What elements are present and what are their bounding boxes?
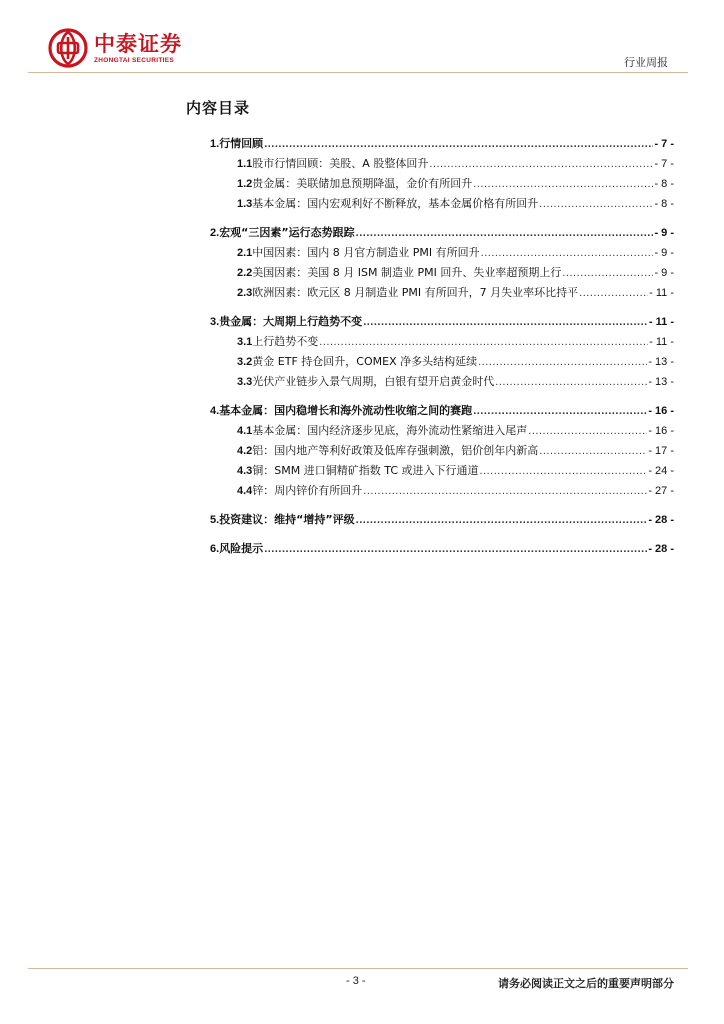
toc-entry-title: 风险提示 — [219, 542, 264, 555]
logo-english-name: ZHONGTAI SECURITIES — [94, 56, 174, 64]
toc-dot-leader — [528, 424, 647, 438]
toc-entry-number: 2.2 — [237, 267, 253, 279]
toc-title: 内容目录 — [186, 99, 251, 117]
toc-entry-number: 2. — [210, 227, 220, 239]
toc-entry-number: 3.2 — [237, 356, 253, 368]
toc-entry-title: 行情回顾 — [219, 137, 264, 150]
toc-subsection-entry[interactable] — [210, 418, 674, 438]
toc-entry-number: 4.4 — [237, 485, 253, 497]
toc-entry-page: - 24 - — [648, 465, 674, 477]
header-divider — [28, 72, 688, 73]
toc-dot-leader — [319, 335, 648, 349]
toc-section-entry[interactable] — [210, 220, 674, 240]
toc-dot-leader — [356, 513, 648, 527]
toc-entry-title: 贵金属：大周期上行趋势不变 — [219, 315, 363, 328]
toc-dot-leader — [473, 404, 647, 418]
toc-entry-number: 4.3 — [237, 465, 253, 477]
toc-entry-number: 1.1 — [237, 158, 253, 170]
toc-group-spacer — [210, 300, 674, 306]
toc-dot-leader — [579, 286, 648, 300]
toc-entry-number: 3.1 — [237, 336, 253, 348]
toc-entry-number: 3. — [210, 316, 220, 328]
toc-entry-page: - 16 - — [648, 405, 674, 417]
toc-entry-page: - 9 - — [654, 267, 674, 279]
toc-entry-title: 光伏产业链步入景气周期，白银有望开启黄金时代 — [252, 375, 495, 388]
company-logo — [48, 28, 182, 68]
toc-entry-title: 锌：周内锌价有所回升 — [252, 484, 363, 497]
toc-entry-number: 1. — [210, 138, 220, 150]
toc-section-entry[interactable] — [210, 309, 674, 329]
toc-group-spacer — [210, 211, 674, 217]
toc-section-entry[interactable] — [210, 536, 674, 556]
toc-dot-leader — [264, 137, 653, 151]
toc-entry-page: - 27 - — [648, 485, 674, 497]
toc-dot-leader — [481, 246, 654, 260]
toc-entry-page: - 16 - — [648, 425, 674, 437]
toc-dot-leader — [264, 542, 647, 556]
toc-entry-number: 6. — [210, 543, 220, 555]
toc-entry-page: - 17 - — [648, 445, 674, 457]
toc-subsection-entry[interactable] — [210, 458, 674, 478]
toc-subsection-entry[interactable] — [210, 438, 674, 458]
toc-entry-page: - 8 - — [654, 178, 674, 190]
toc-dot-leader — [473, 177, 653, 191]
toc-entry-page: - 8 - — [654, 198, 674, 210]
toc-dot-leader — [363, 484, 647, 498]
toc-entry-title: 欧洲因素：欧元区 8 月制造业 PMI 有所回升，7 月失业率环比持平 — [252, 286, 579, 299]
toc-group-spacer — [210, 389, 674, 395]
toc-subsection-entry[interactable] — [210, 171, 674, 191]
toc-entry-number: 4. — [210, 405, 220, 417]
toc-entry-page: - 11 - — [649, 336, 674, 348]
toc-dot-leader — [478, 355, 647, 369]
toc-section-entry[interactable] — [210, 131, 674, 151]
toc-entry-page: - 28 - — [648, 514, 674, 526]
toc-entry-title: 铝：国内地产等利好政策及低库存强刺激，铝价创年内新高 — [252, 444, 539, 457]
toc-subsection-entry[interactable] — [210, 240, 674, 260]
toc-entry-title: 基本金属：国内稳增长和海外流动性收缩之间的赛跑 — [219, 404, 473, 417]
toc-subsection-entry[interactable] — [210, 191, 674, 211]
toc-entry-number: 4.1 — [237, 425, 253, 437]
toc-dot-leader — [495, 375, 647, 389]
toc-entry-page: - 11 - — [649, 287, 674, 299]
toc-dot-leader — [562, 266, 653, 280]
toc-entry-page: - 9 - — [654, 247, 674, 259]
toc-entry-number: 2.1 — [237, 247, 253, 259]
toc-section-entry[interactable] — [210, 507, 674, 527]
toc-entry-title: 中国因素：国内 8 月官方制造业 PMI 有所回升 — [252, 246, 480, 259]
toc-subsection-entry[interactable] — [210, 478, 674, 498]
toc-entry-page: - 7 - — [654, 158, 674, 170]
report-type-label: 行业周报 — [624, 56, 668, 69]
toc-subsection-entry[interactable] — [210, 329, 674, 349]
toc-section-entry[interactable] — [210, 398, 674, 418]
toc-group-spacer — [210, 527, 674, 533]
disclaimer-note: 请务必阅读正文之后的重要声明部分 — [498, 977, 674, 990]
toc-entry-number: 2.3 — [237, 287, 253, 299]
toc-entry-title: 基本金属：国内经济逐步见底，海外流动性紧缩进入尾声 — [252, 424, 528, 437]
toc-entry-title: 铜：SMM 进口铜精矿指数 TC 或进入下行通道 — [252, 464, 479, 477]
toc-dot-leader — [363, 315, 648, 329]
toc-entry-title: 贵金属：美联储加息预期降温，金价有所回升 — [252, 177, 473, 190]
toc-subsection-entry[interactable] — [210, 369, 674, 389]
toc-dot-leader — [480, 464, 648, 478]
toc-subsection-entry[interactable] — [210, 349, 674, 369]
toc-dot-leader — [356, 226, 654, 240]
toc-dot-leader — [539, 197, 653, 211]
toc-group-spacer — [210, 498, 674, 504]
toc-entry-page: - 13 - — [648, 356, 674, 368]
zhongtai-logo-icon — [48, 28, 88, 68]
toc-dot-leader — [539, 444, 647, 458]
toc-entry-title: 基本金属：国内宏观利好不断释放，基本金属价格有所回升 — [252, 197, 539, 210]
toc-entry-number: 1.3 — [237, 198, 253, 210]
toc-subsection-entry[interactable] — [210, 151, 674, 171]
toc-entry-title: 美国因素：美国 8 月 ISM 制造业 PMI 回升、失业率超预期上行 — [252, 266, 562, 279]
toc-entry-page: - 11 - — [648, 316, 674, 328]
toc-entry-number: 4.2 — [237, 445, 253, 457]
toc-entry-number: 5. — [210, 514, 220, 526]
footer-divider — [28, 968, 688, 969]
toc-subsection-entry[interactable] — [210, 280, 674, 300]
toc-entry-title: 投资建议：维持“增持”评级 — [219, 513, 355, 526]
toc-entry-page: - 13 - — [648, 376, 674, 388]
logo-chinese-name: 中泰证券 — [94, 31, 182, 56]
toc-dot-leader — [429, 157, 653, 171]
page-header — [0, 0, 724, 80]
toc-entry-number: 3.3 — [237, 376, 253, 388]
toc-entry-number: 1.2 — [237, 178, 253, 190]
toc-entry-page: - 9 - — [654, 227, 674, 239]
toc-entry-title: 宏观“三因素”运行态势跟踪 — [219, 226, 355, 239]
table-of-contents — [210, 128, 674, 556]
toc-entry-page: - 7 - — [654, 138, 674, 150]
toc-entry-page: - 28 - — [648, 543, 674, 555]
page-number: - 3 - — [346, 975, 366, 987]
toc-subsection-entry[interactable] — [210, 260, 674, 280]
toc-entry-title: 股市行情回顾：美股、A 股整体回升 — [252, 157, 429, 170]
toc-entry-title: 上行趋势不变 — [252, 335, 319, 348]
toc-entry-title: 黄金 ETF 持仓回升，COMEX 净多头结构延续 — [252, 355, 478, 368]
